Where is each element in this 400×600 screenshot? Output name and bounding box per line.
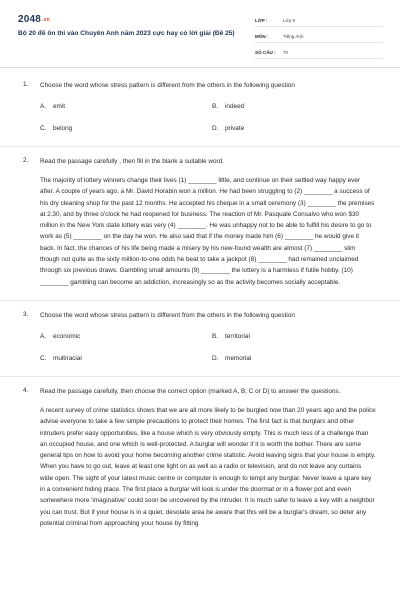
option-letter: A.: [40, 103, 47, 110]
option-d[interactable]: [212, 125, 384, 132]
option-text: private: [225, 125, 245, 132]
question-4: [0, 387, 400, 529]
question-2: [0, 157, 400, 288]
meta-row-subject: [255, 30, 383, 43]
option-letter: B.: [212, 103, 219, 110]
question-number: 4.: [23, 386, 29, 394]
meta-key: SỐ CÂU :: [255, 49, 276, 55]
header-divider: [0, 67, 400, 68]
option-text: belong: [53, 125, 73, 132]
question-list: [0, 81, 400, 529]
reading-passage: The majority of lottery winners change their lives (1) ________ little, and continue on their settled way happy ever after. A couple of years ago, a Mr. David Horabin won a million. He had been struggling to (2) ________ a success of his dry cleaning shop for the past 12 months. He accepted his cheque in a small ceremony (3) ________ the premises at 2.30, and by three o'clock he had reopened for business. The reaction of Mr. Pasquale Consalvo who won $30 million in the New York state lottery was very (4) ________. He was unhappy not to be able to fulfill his desire to go to work as (5) ________ on the day he won. He also said that if the money made him (6) ________ he would give it back. In fact, the chances of his life being made a misery by his new-found wealth are almost (7) ________ slim though not quite as the sixty million-to-one odds he beat to take a jackpot (8) ________ had remained unclaimed through six previous draws. Gambling small amounts (9) ________ the lottery is a harmless if futile hobby. (10) ________ gambling can become an addiction, increasingly so as the activity becomes socially acceptable.: [40, 177, 375, 286]
question-number: 1.: [23, 81, 29, 88]
document-title: Bộ 20 đề ôn thi vào Chuyên Anh năm 2023 cực hay có lời giải (Đề 25): [18, 30, 235, 37]
option-letter: D.: [212, 354, 219, 362]
question-3: [0, 311, 400, 362]
answer-options: [40, 103, 376, 132]
option-letter: C.: [40, 125, 47, 132]
meta-value: Tiếng Anh: [283, 33, 304, 39]
meta-value: 70: [283, 49, 289, 55]
answer-options: [40, 333, 376, 362]
logo-suffix: .vn: [42, 17, 50, 23]
option-a[interactable]: [40, 333, 212, 340]
option-letter: B.: [212, 332, 219, 340]
document-header: [0, 0, 400, 62]
option-d[interactable]: [212, 355, 384, 362]
reading-passage: A recent survey of crime statistics shows that we are all more likely to be burgled now than 20 years ago and the police advise everyone to take a few simple precautions to protect their homes. The first fact is that burglars and other intruders prefer easy opportunities, like a house which is very obviously empty. This is much less of a challenge than an occupied house, and one which is well-protected. A burglar will wonder if it is worth the bother. There are some general tips on how to avoid your home becoming another crime statistic. Avoid leaving signs that your house is empty. When you have to go out, leave at least one light on as well as a radio or television, and do not leave any curtains wide open. The sight of your latest music centre or computer is enough to tempt any burglar. Never leave a spare key in a convenient hiding place. The first place a burglar will look is under the doormat or in a flower pot and even somewhere more 'imaginative' could soon be uncovered by the intruder. It is much safer to leave a key with a neighbor you can trust. But if your house is in a quiet, desolate area be aware that this will be a burglar's dream, so deter any potential criminal from approaching your house by fitting: [40, 406, 376, 527]
question-number: 2.: [23, 157, 29, 164]
meta-row-question-count: [255, 46, 383, 59]
site-logo[interactable]: [18, 14, 50, 25]
meta-row-class: [255, 14, 383, 27]
spacer: [0, 147, 400, 157]
option-text: territorial: [225, 332, 250, 340]
option-b[interactable]: [212, 333, 384, 340]
option-c[interactable]: [40, 125, 212, 132]
meta-key: LỚP :: [255, 17, 268, 23]
option-text: economic: [53, 332, 81, 340]
question-prompt: Choose the word whose stress pattern is different from the others in the following question: [40, 311, 295, 319]
question-1: [0, 81, 400, 132]
spacer: [0, 377, 400, 387]
option-text: multiracial: [53, 354, 82, 362]
question-prompt: Choose the word whose stress pattern is different from the others in the following question: [40, 82, 295, 89]
logo-main: 2048: [18, 14, 42, 25]
option-c[interactable]: [40, 355, 212, 362]
meta-key: MÔN :: [255, 33, 269, 39]
question-prompt: Read the passage carefully , then fill in the blank a suitable word.: [40, 158, 225, 165]
option-a[interactable]: [40, 103, 212, 110]
option-text: indeed: [225, 103, 245, 110]
option-b[interactable]: [212, 103, 384, 110]
question-number: 3.: [23, 310, 29, 318]
document-meta: [255, 14, 383, 59]
option-text: emit: [53, 103, 66, 110]
meta-value: Lớp 9: [283, 17, 295, 23]
option-text: memorial: [225, 354, 252, 362]
option-letter: A.: [40, 332, 47, 340]
spacer: [0, 301, 400, 311]
option-letter: C.: [40, 354, 47, 362]
option-letter: D.: [212, 125, 219, 132]
question-prompt: Read the passage carefully, then choose the correct option (marked A, B, C or D) to answer the questions.: [40, 387, 341, 395]
